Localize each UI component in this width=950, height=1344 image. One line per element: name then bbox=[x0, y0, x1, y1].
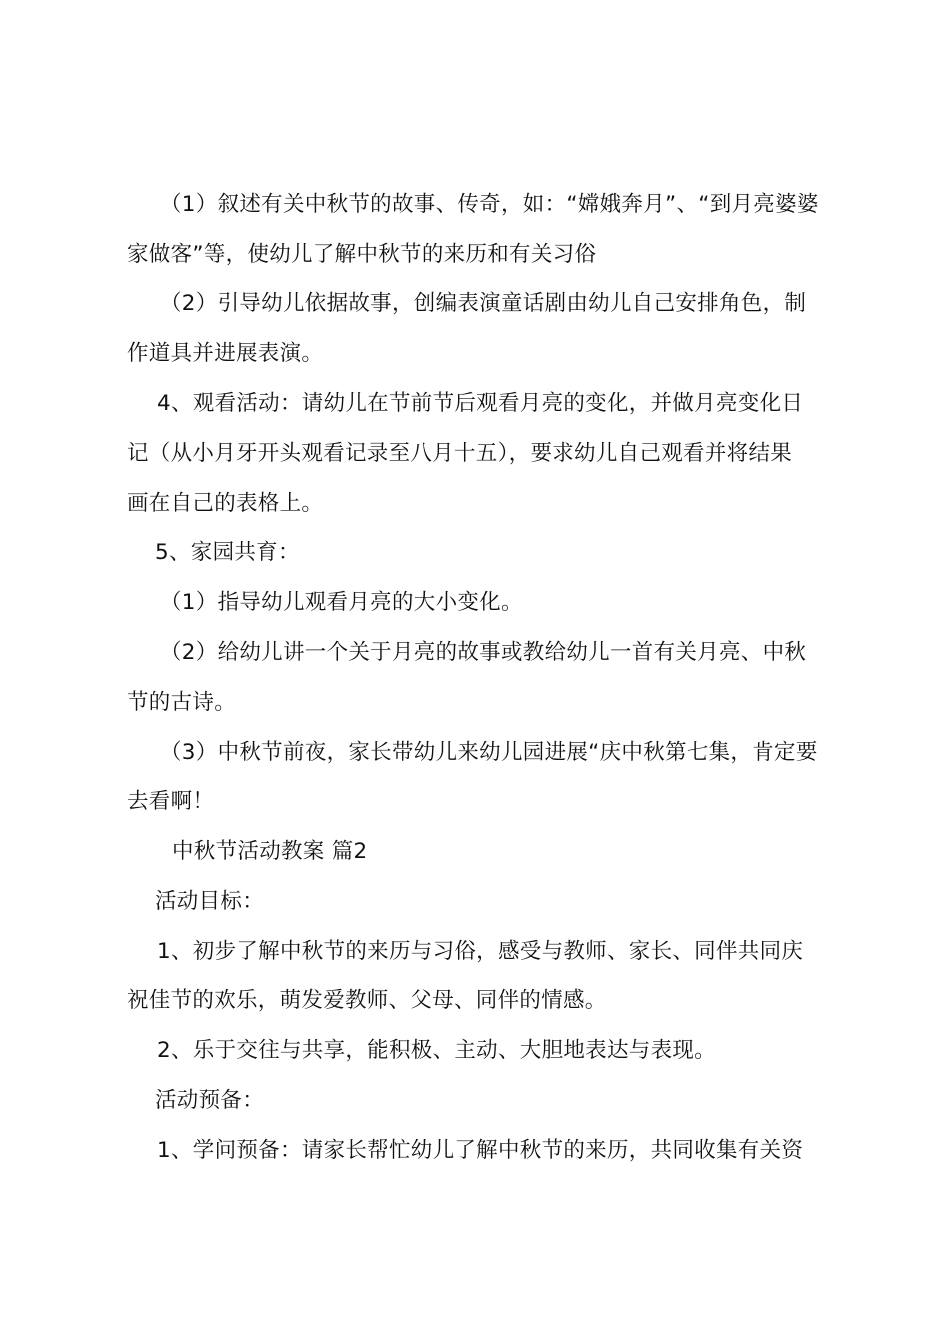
section-heading: 5、家园共育： bbox=[155, 540, 300, 565]
paragraph-line: 去看啊！ bbox=[127, 789, 215, 814]
section-title: 中秋节活动教案 篇2 bbox=[172, 839, 368, 864]
paragraph-line: （2）给幼儿讲一个关于月亮的故事或教给幼儿一首有关月亮、中秋 bbox=[160, 640, 807, 665]
paragraph-line: 祝佳节的欢乐，萌发爱教师、父母、同伴的情感。 bbox=[127, 988, 607, 1013]
paragraph-line: （3）中秋节前夜，家长带幼儿来幼儿园进展“庆中秋第七集，肯定要 bbox=[160, 740, 818, 765]
section-heading: 活动目标： bbox=[155, 889, 265, 914]
paragraph-line: （2）引导幼儿依据故事，创编表演童话剧由幼儿自己安排角色，制 bbox=[160, 291, 807, 316]
paragraph-line: 家做客”等，使幼儿了解中秋节的来历和有关习俗 bbox=[127, 242, 597, 267]
paragraph-line: 画在自己的表格上。 bbox=[127, 491, 324, 516]
section-heading: 活动预备： bbox=[155, 1088, 265, 1113]
paragraph-line: （1）指导幼儿观看月亮的大小变化。 bbox=[160, 590, 523, 615]
paragraph-line: （1）叙述有关中秋节的故事、传奇，如：“嫦娥奔月”、“到月亮婆婆 bbox=[160, 192, 819, 217]
paragraph-line: 节的古诗。 bbox=[127, 690, 237, 715]
paragraph-line: 作道具并进展表演。 bbox=[127, 341, 324, 366]
paragraph-line: 记（从小月牙开头观看记录至八月十五），要求幼儿自己观看并将结果 bbox=[127, 441, 793, 466]
paragraph-line: 2、乐于交往与共享，能积极、主动、大胆地表达与表现。 bbox=[157, 1038, 716, 1063]
paragraph-line: 1、学问预备：请家长帮忙幼儿了解中秋节的来历，共同收集有关资 bbox=[157, 1138, 804, 1163]
paragraph-line: 1、初步了解中秋节的来历与习俗，感受与教师、家长、同伴共同庆 bbox=[157, 939, 804, 964]
paragraph-line: 4、观看活动：请幼儿在节前节后观看月亮的变化，并做月亮变化日 bbox=[157, 391, 804, 416]
